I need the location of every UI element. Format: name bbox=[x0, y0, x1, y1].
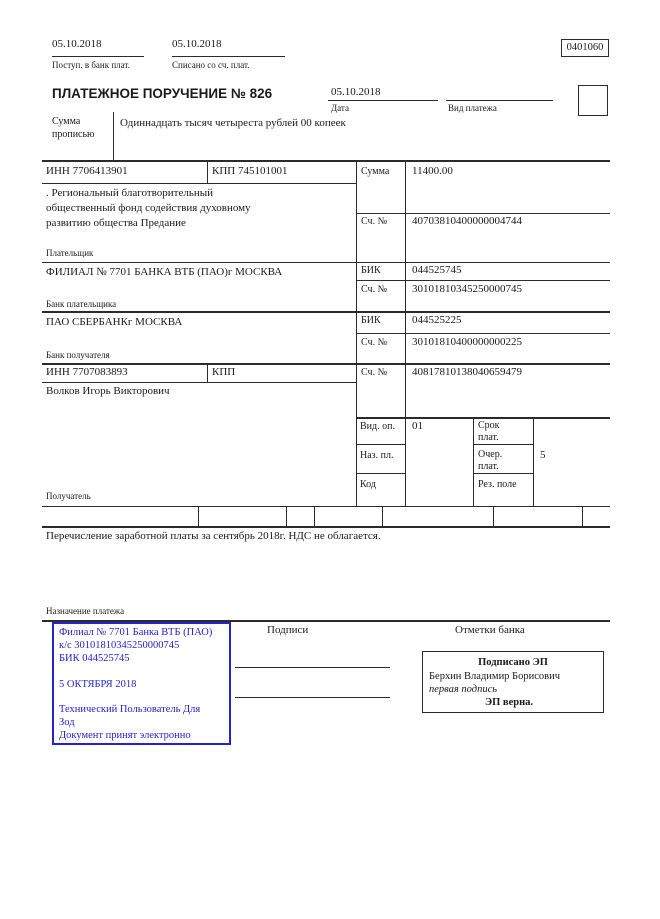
naz-pl-label: Наз. пл. bbox=[360, 450, 394, 461]
ocher-plat-label: Очер. плат. bbox=[478, 449, 503, 472]
sum-label: Сумма bbox=[361, 166, 390, 177]
payment-purpose-label: Назначение платежа bbox=[46, 606, 125, 616]
payee-inn: ИНН 7707083893 bbox=[46, 366, 128, 378]
payer-account: 40703810400000004744 bbox=[412, 215, 522, 227]
form-code-box: 0401060 bbox=[561, 39, 609, 57]
electronic-signature-box bbox=[422, 651, 604, 713]
payer-name-line: общественный фонд содействия духовному bbox=[46, 202, 251, 214]
debited-date: 05.10.2018 bbox=[172, 38, 222, 50]
payer-name-line: . Региональный благотворительный bbox=[46, 187, 213, 199]
payee-bank-bik-label: БИК bbox=[361, 315, 381, 326]
table-line-h bbox=[473, 473, 533, 474]
payer-bank-account-label: Сч. № bbox=[361, 284, 388, 295]
amount-words-label-1: Сумма bbox=[52, 116, 81, 127]
table-line-v bbox=[198, 506, 199, 526]
table-line-h bbox=[42, 183, 356, 184]
underline bbox=[328, 100, 438, 101]
payer-bank-section-label: Банк плательщика bbox=[46, 299, 117, 309]
table-line-v bbox=[533, 417, 534, 506]
stamp-line: Технический Пользователь Для bbox=[59, 704, 201, 716]
stamp-line bbox=[59, 691, 229, 704]
signature-line bbox=[235, 667, 390, 668]
table-line-v bbox=[207, 363, 208, 382]
bank-marks-label: Отметки банка bbox=[455, 624, 525, 636]
table-line-v bbox=[382, 506, 383, 526]
debited-label: Списано со сч. плат. bbox=[172, 60, 250, 70]
date-label: Дата bbox=[331, 103, 349, 113]
payer-bank-account: 30101810345250000745 bbox=[412, 283, 522, 295]
stamp-line: Документ принят электронно bbox=[59, 730, 191, 742]
payee-bank-account-label: Сч. № bbox=[361, 337, 388, 348]
table-line-v bbox=[314, 506, 315, 526]
payee-name: Волков Игорь Викторович bbox=[46, 385, 170, 397]
payee-section-label: Получатель bbox=[46, 491, 91, 501]
table-line-h bbox=[42, 526, 610, 528]
underline bbox=[52, 56, 144, 57]
table-line-v bbox=[207, 160, 208, 183]
signature-line bbox=[235, 697, 390, 698]
table-line-h bbox=[42, 363, 610, 365]
payer-inn: ИНН 7706413901 bbox=[46, 165, 128, 177]
table-line-h bbox=[356, 280, 610, 281]
table-line-v bbox=[493, 506, 494, 526]
bank-stamp-box bbox=[52, 622, 231, 745]
table-line-v bbox=[113, 112, 114, 161]
payer-kpp: КПП 745101001 bbox=[212, 165, 288, 177]
document-title: ПЛАТЕЖНОЕ ПОРУЧЕНИЕ № 826 bbox=[52, 86, 273, 101]
vid-op-value: 01 bbox=[412, 420, 423, 432]
payee-bank-bik: 044525225 bbox=[412, 314, 462, 326]
table-line-h bbox=[356, 213, 610, 214]
payee-bank-name: ПАО СБЕРБАНКг МОСКВА bbox=[46, 316, 183, 328]
vid-op-label: Вид. оп. bbox=[360, 421, 395, 432]
payee-bank-account: 30101810400000000225 bbox=[412, 336, 522, 348]
table-line-h bbox=[356, 473, 405, 474]
payee-account-label: Сч. № bbox=[361, 367, 388, 378]
table-line-h bbox=[473, 444, 533, 445]
payee-bank-section-label: Банк получателя bbox=[46, 350, 110, 360]
table-line-h bbox=[42, 382, 356, 383]
table-line-h bbox=[356, 333, 610, 334]
ep-verified-text: ЭП верна. bbox=[485, 697, 534, 708]
table-line-h bbox=[42, 160, 610, 162]
table-line-h bbox=[42, 262, 610, 263]
payer-account-label: Сч. № bbox=[361, 216, 388, 227]
table-line-h bbox=[356, 417, 610, 419]
sum-value: 11400.00 bbox=[412, 165, 453, 177]
srok-plat-label: Срок плат. bbox=[478, 420, 500, 443]
payer-bank-name: ФИЛИАЛ № 7701 БАНКА ВТБ (ПАО)г МОСКВА bbox=[46, 266, 283, 278]
payer-bank-bik-label: БИК bbox=[361, 265, 381, 276]
table-line-v bbox=[286, 506, 287, 526]
received-in-bank-label: Поступ. в банк плат. bbox=[52, 60, 130, 70]
document-date: 05.10.2018 bbox=[331, 86, 381, 98]
payer-name-line: развитию общества Предание bbox=[46, 217, 186, 229]
received-in-bank-date: 05.10.2018 bbox=[52, 38, 102, 50]
stamp-line: Зод bbox=[59, 717, 75, 729]
table-line-h bbox=[42, 506, 610, 507]
table-line-h bbox=[356, 444, 405, 445]
ep-title: Подписано ЭП bbox=[478, 657, 548, 668]
stamp-line bbox=[59, 666, 229, 679]
stamp-line: Филиал № 7701 Банка ВТБ (ПАО) bbox=[59, 627, 213, 638]
amount-words-label-2: прописью bbox=[52, 129, 95, 140]
table-line-h bbox=[42, 311, 610, 313]
underline bbox=[446, 100, 553, 101]
amount-in-words: Одиннадцать тысяч четыреста рублей 00 копеек bbox=[120, 117, 346, 129]
stamp-line: БИК 044525745 bbox=[59, 652, 130, 664]
stamp-line: к/с 30101810345250000745 bbox=[59, 639, 180, 651]
ocher-plat-value: 5 bbox=[540, 449, 546, 461]
underline bbox=[172, 56, 285, 57]
payment-type-label: Вид платежа bbox=[448, 103, 497, 113]
rez-pole-label: Рез. поле bbox=[478, 479, 517, 490]
signatures-label: Подписи bbox=[267, 624, 309, 636]
status-box bbox=[578, 85, 608, 116]
payment-purpose-text: Перечисление заработной платы за сентябрь 2018г. НДС не облагается. bbox=[46, 530, 381, 542]
payer-bank-bik: 044525745 bbox=[412, 264, 462, 276]
payee-account: 40817810138040659479 bbox=[412, 366, 522, 378]
payee-kpp-label: КПП bbox=[212, 366, 236, 378]
table-line-v bbox=[582, 506, 583, 526]
stamp-line: 5 ОКТЯБРЯ 2018 bbox=[59, 678, 137, 690]
table-line-v bbox=[405, 160, 406, 506]
table-line-v bbox=[356, 160, 357, 506]
table-line-v bbox=[473, 417, 474, 506]
kod-label: Код bbox=[360, 479, 376, 490]
ep-signer-name: Берхин Владимир Борисович bbox=[429, 671, 560, 682]
payer-section-label: Плательщик bbox=[46, 248, 94, 258]
ep-signature-type: первая подпись bbox=[429, 684, 498, 695]
